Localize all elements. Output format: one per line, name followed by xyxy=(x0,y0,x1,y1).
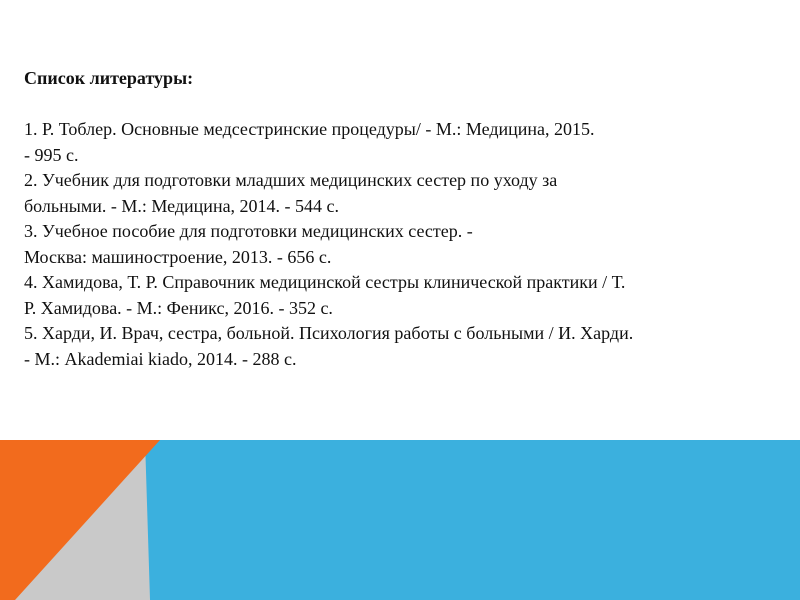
reference-line: 1. Р. Тоблер. Основные медсестринские процедуры/ - М.: Медицина, 2015. xyxy=(24,119,595,139)
reference-list xyxy=(24,117,784,372)
reference-line: Р. Хамидова. - М.: Феникс, 2016. - 352 с. xyxy=(24,297,333,318)
decorative-footer xyxy=(0,440,800,600)
reference-line: 5. Харди, И. Врач, сестра, больной. Психология работы с больными / И. Харди. xyxy=(24,323,634,343)
reference-line: 3. Учебное пособие для подготовки медицинских сестер. - xyxy=(24,221,473,241)
reference-line: больными. - М.: Медицина, 2014. - 544 с. xyxy=(24,195,340,216)
reference-item xyxy=(24,219,784,270)
reference-item xyxy=(24,270,784,321)
heading-spacer xyxy=(24,92,784,118)
reference-line: Москва: машиностроение, 2013. - 656 с. xyxy=(24,246,332,267)
reference-item xyxy=(24,117,784,168)
reference-line: - М.: Akademiai kiado, 2014. - 288 с. xyxy=(24,348,297,369)
reference-line: 4. Хамидова, Т. Р. Справочник медицинской сестры клинической практики / Т. xyxy=(24,272,626,292)
blue-triangle-decoration xyxy=(145,440,800,600)
bibliography xyxy=(24,66,784,372)
reference-line: - 995 с. xyxy=(24,144,79,165)
reference-item xyxy=(24,168,784,219)
reference-line: 2. Учебник для подготовки младших медицинских сестер по уходу за xyxy=(24,170,558,190)
reference-item xyxy=(24,321,784,372)
bibliography-heading: Список литературы: xyxy=(24,68,194,88)
